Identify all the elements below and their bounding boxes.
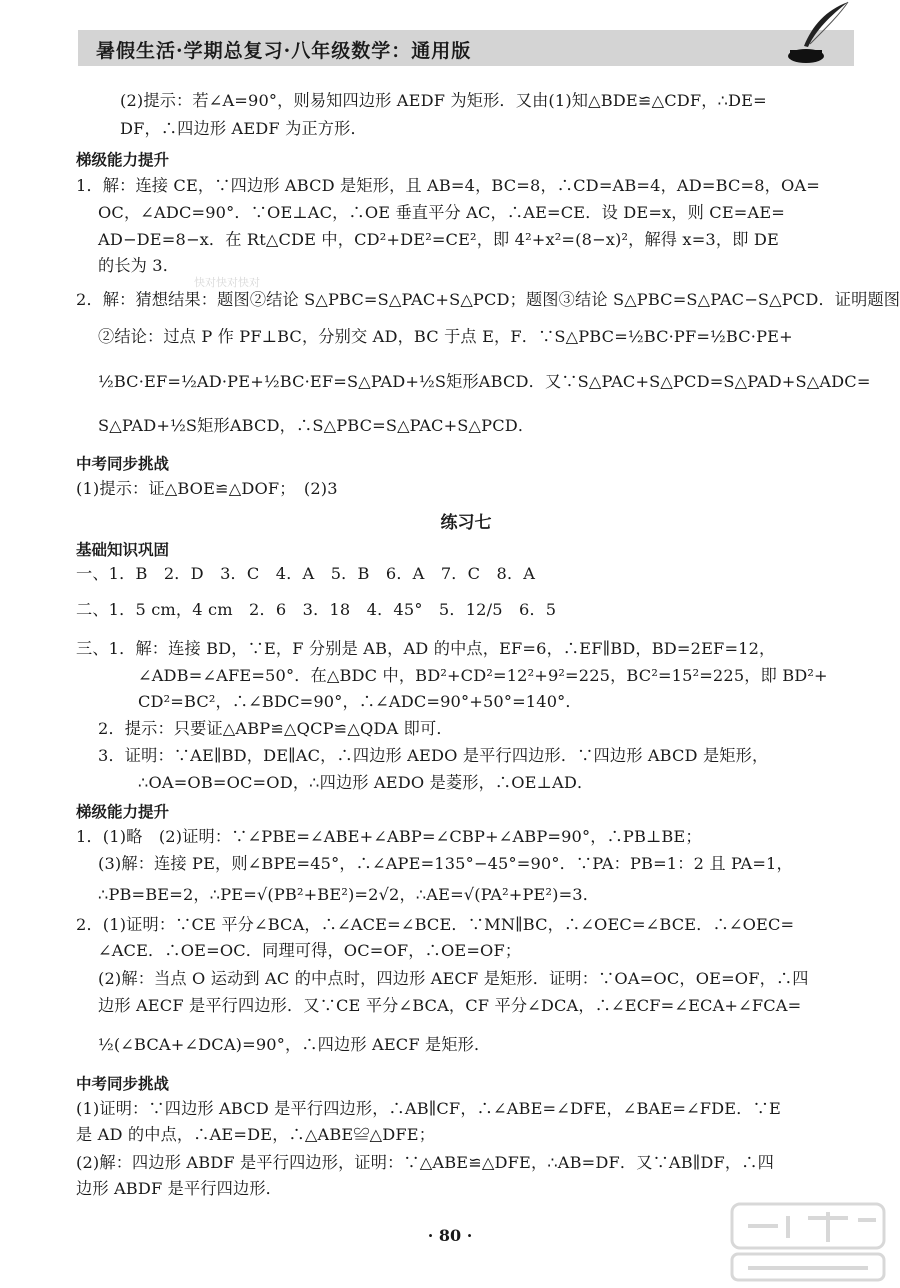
text-line: (2)解：四边形 ABDF 是平行四边形，证明：∵△ABE≌△DFE，∴AB=DF．又∵AB∥DF，∴四 (76, 1153, 774, 1172)
text-line: 二、1．5 cm，4 cm 2．6 3．18 4．45° 5．12/5 6．5 (76, 600, 557, 619)
text-line: 边形 AECF 是平行四边形．又∵CE 平分∠BCA，CF 平分∠DCA，∴∠ECF=∠ECA+∠FCA= (98, 996, 802, 1015)
text-line: OC，∠ADC=90°．∵OE⊥AC，∴OE 垂直平分 AC，∴AE=CE．设 DE=x，则 CE=AE= (98, 203, 786, 222)
text-line: (2)提示：若∠A=90°，则易知四边形 AEDF 为矩形．又由(1)知△BDE≌△CDF，∴DE= (120, 91, 767, 110)
exercise-title: 练习七 (440, 513, 492, 533)
section-heading: 梯级能力提升 (76, 151, 170, 169)
text-line: 3．证明：∵AE∥BD，DE∥AC，∴四边形 AEDO 是平行四边形．∵四边形 ABCD 是矩形， (98, 746, 769, 765)
section-heading: 中考同步挑战 (76, 1075, 170, 1093)
text-line: (1)提示：证△BOE≌△DOF； (2)3 (76, 479, 338, 498)
text-line: CD²=BC²，∴∠BDC=90°，∴∠ADC=90°+50°=140°． (138, 692, 582, 711)
book-title: 暑假生活·学期总复习·八年级数学：通用版 (96, 40, 472, 62)
quill-ink-icon (786, 0, 856, 66)
text-line: (1)证明：∵四边形 ABCD 是平行四边形，∴AB∥CF，∴∠ABE=∠DFE，∠BAE=∠FDE．∵E (76, 1099, 781, 1118)
text-line: ∴OA=OB=OC=OD，∴四边形 AEDO 是菱形，∴OE⊥AD． (138, 773, 594, 792)
page-header-band (78, 30, 854, 66)
text-line: ∴PB=BE=2，∴PE=√(PB²+BE²)=2√2，∴AE=√(PA²+PE²)=3． (98, 885, 600, 904)
section-heading: 中考同步挑战 (76, 455, 170, 473)
text-line: S△PAD+½S矩形ABCD，∴S△PBC=S△PAC+S△PCD． (98, 416, 535, 435)
text-line: (2)解：当点 O 运动到 AC 的中点时，四边形 AECF 是矩形．证明：∵OA=OC，OE=OF，∴四 (98, 969, 809, 988)
text-line: DF，∴四边形 AEDF 为正方形． (120, 119, 367, 138)
text-line: 的长为 3． (98, 256, 180, 275)
section-heading: 基础知识巩固 (76, 541, 170, 559)
text-line: 一、1．B 2．D 3．C 4．A 5．B 6．A 7．C 8．A (76, 564, 536, 583)
text-line: ½BC·EF=½AD·PE+½BC·EF=S△PAD+½S矩形ABCD．又∵S△PAC+S△PCD=S△PAD+S△ADC= (98, 372, 871, 391)
text-line: ½(∠BCA+∠DCA)=90°，∴四边形 AECF 是矩形． (98, 1035, 491, 1054)
text-line: ∠ADB=∠AFE=50°．在△BDC 中，BD²+CD²=12²+9²=225，BC²=15²=225，即 BD²+ (138, 666, 828, 685)
text-line: ∠ACE．∴OE=OC．同理可得，OC=OF，∴OE=OF； (98, 941, 522, 960)
text-line: (3)解：连接 PE，则∠BPE=45°，∴∠APE=135°−45°=90°．∵PA：PB=1：2 且 PA=1， (98, 854, 793, 873)
text-line: 2．提示：只要证△ABP≌△QCP≌△QDA 即可． (98, 719, 453, 738)
page-number: · 80 · (427, 1226, 473, 1245)
text-line: 2．解：猜想结果：题图②结论 S△PBC=S△PAC+S△PCD；题图③结论 S△PBC=S△PAC−S△PCD．证明题图 (76, 290, 900, 309)
text-line: 是 AD 的中点，∴AE=DE，∴△ABE≌△DFE； (76, 1125, 436, 1144)
text-line: ②结论：过点 P 作 PF⊥BC，分别交 AD，BC 于点 E，F．∵S△PBC=½BC·PF=½BC·PE+ (98, 327, 793, 346)
stamp-watermark: 快对快对快对 (194, 276, 260, 289)
logo-watermark (728, 1198, 888, 1284)
text-line: 1．解：连接 CE，∵四边形 ABCD 是矩形，且 AB=4，BC=8，∴CD=AB=4，AD=BC=8，OA= (76, 176, 820, 195)
section-heading: 梯级能力提升 (76, 803, 170, 821)
text-line: 2．(1)证明：∵CE 平分∠BCA，∴∠ACE=∠BCE．∵MN∥BC，∴∠OEC=∠BCE．∴∠OEC= (76, 915, 795, 934)
text-line: 1．(1)略 (2)证明：∵∠PBE=∠ABE+∠ABP=∠CBP+∠ABP=90°，∴PB⊥BE； (76, 827, 702, 846)
text-line: AD−DE=8−x．在 Rt△CDE 中，CD²+DE²=CE²，即 4²+x²=(8−x)²，解得 x=3，即 DE (98, 230, 779, 249)
text-line: 三、1．解：连接 BD，∵E，F 分别是 AB，AD 的中点，EF=6，∴EF∥BD，BD=2EF=12， (76, 639, 776, 658)
text-line: 边形 ABDF 是平行四边形． (76, 1179, 283, 1198)
